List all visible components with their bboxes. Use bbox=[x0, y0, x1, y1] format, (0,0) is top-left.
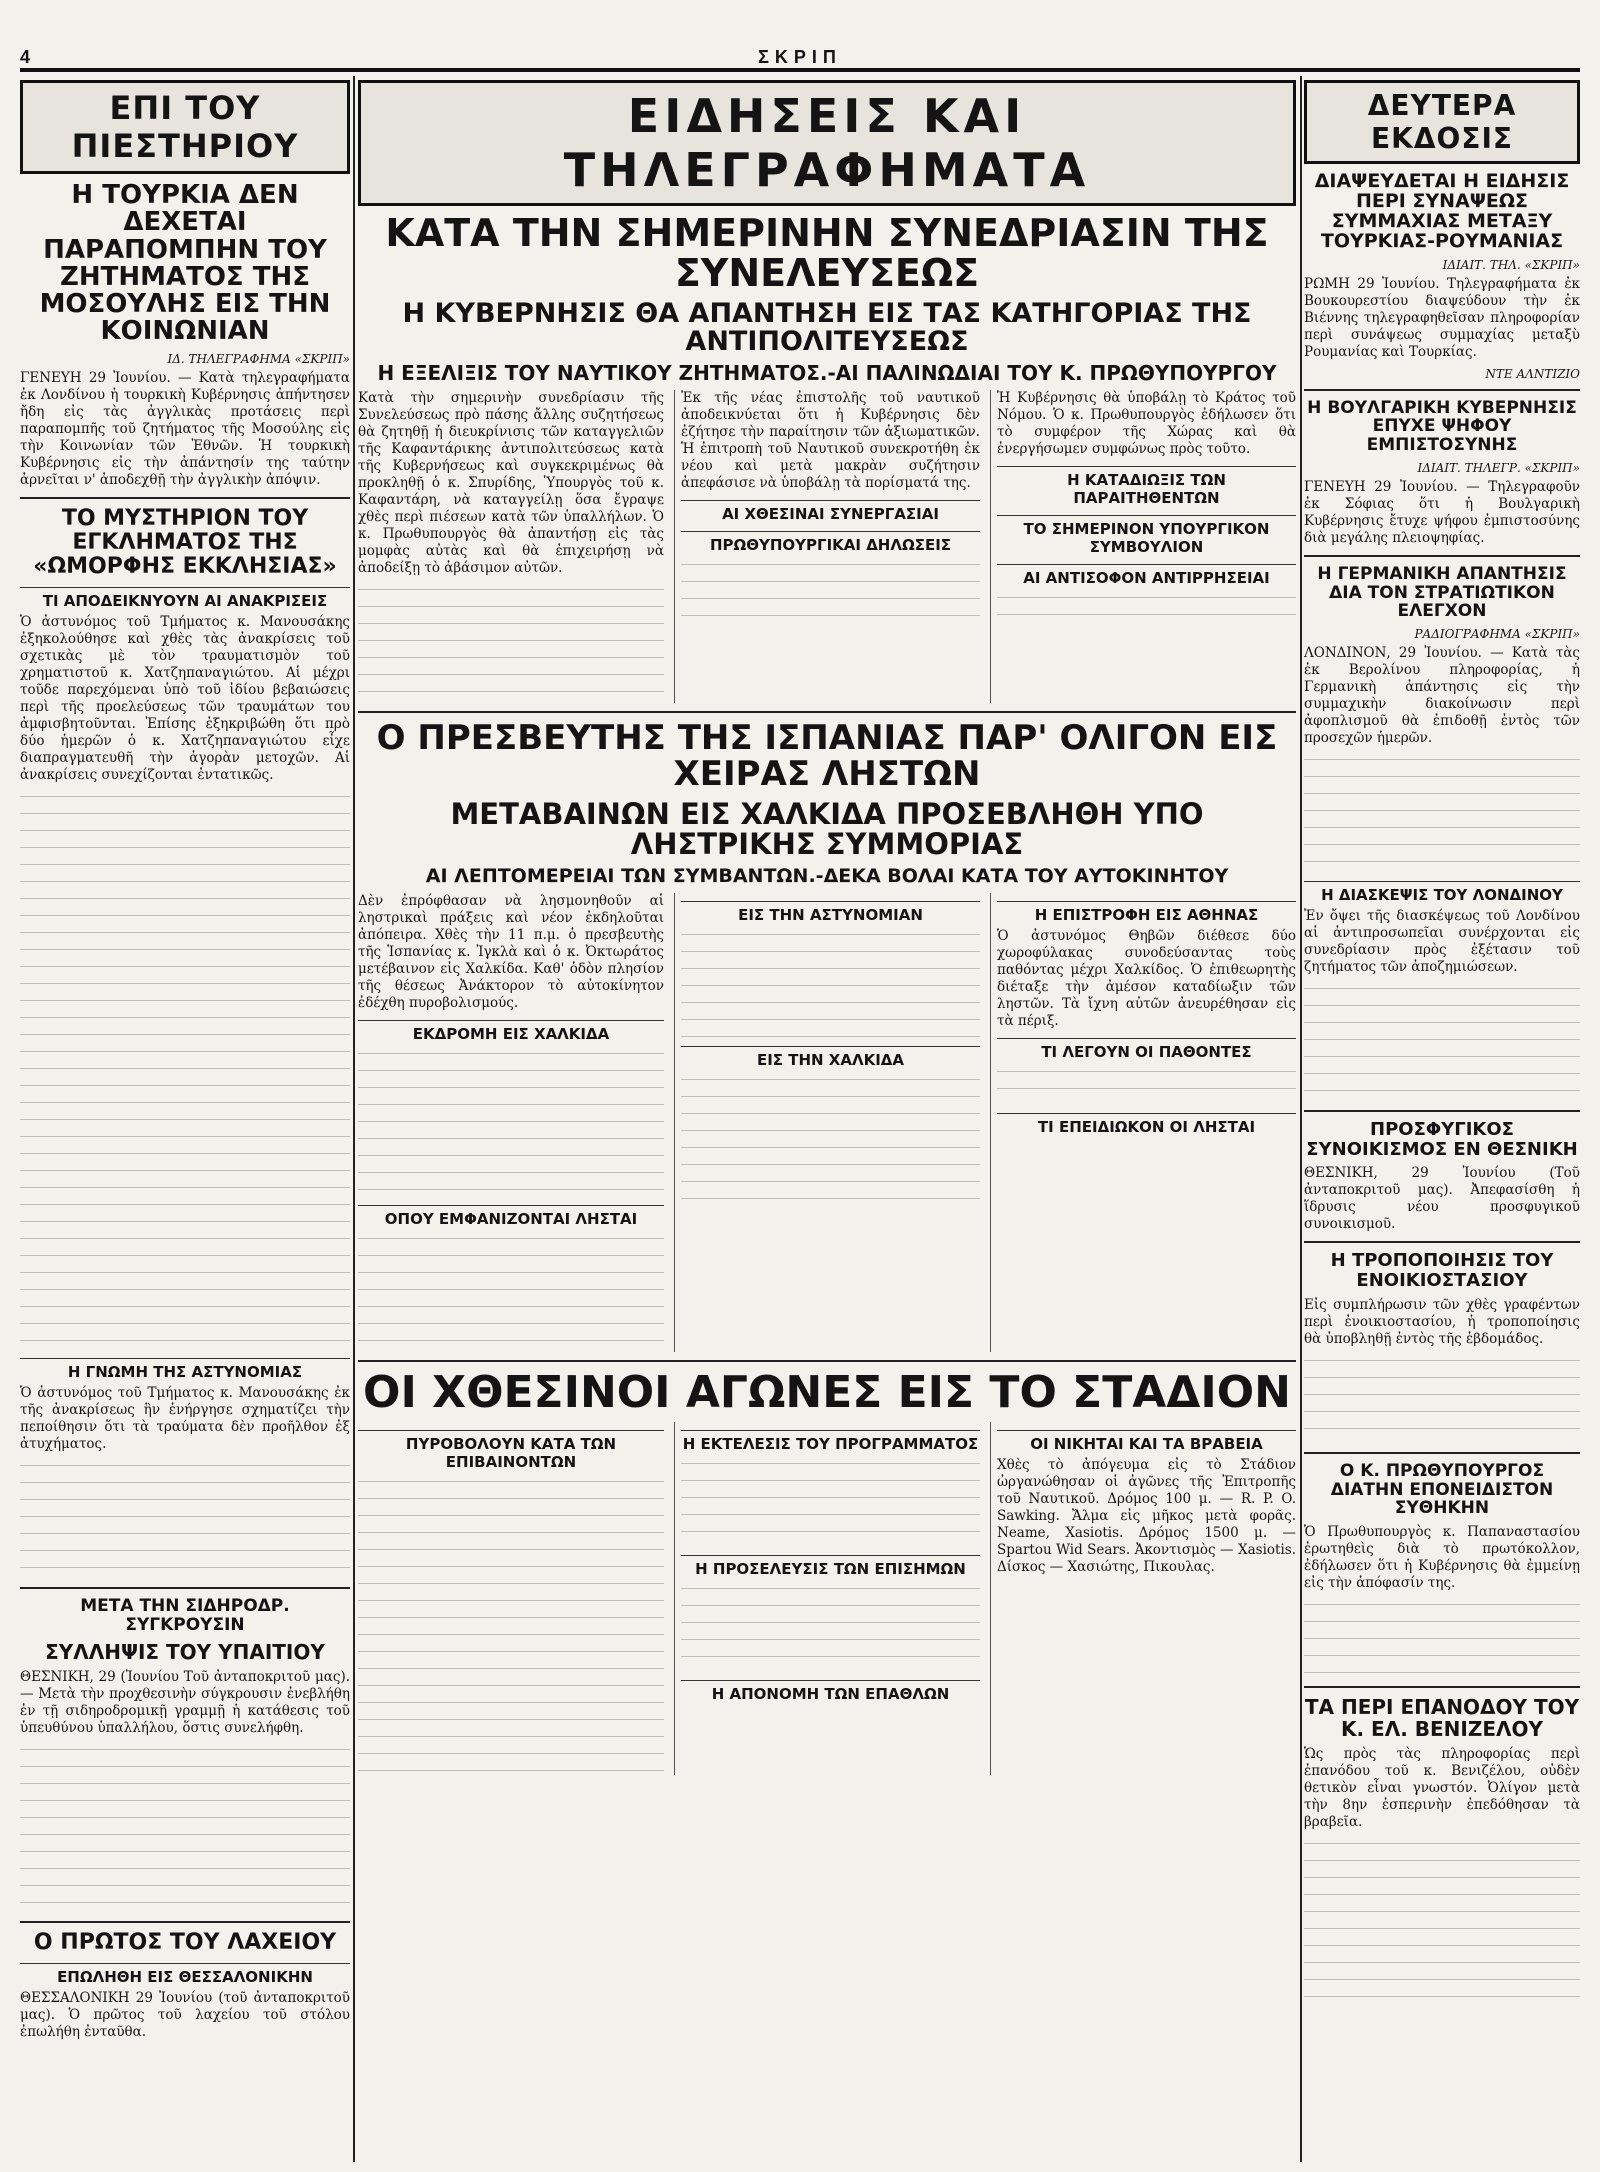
article-text-block bbox=[681, 1582, 980, 1672]
banner-headline: Ο ΠΡΕΣΒΕΥΤΗΣ ΤΗΣ ΙΣΠΑΝΙΑΣ ΠΑΡ' ΟΛΙΓΟΝ ΕΙΣ ΧΕΙΡΑΣ ΛΗΣΤΩΝ bbox=[376, 718, 1278, 795]
article-text: ΘΕΣΣΑΛΟΝΙΚΗ 29 Ἰουνίου (τοῦ ἀνταποκριτοῦ μας). Ὁ πρῶτος τοῦ λαχείου τοῦ στόλου ἐπωλήθη ἐνταῦθα. bbox=[20, 1989, 350, 2040]
left-column bbox=[20, 80, 350, 2162]
article-text: ΛΟΝΔΙΝΟΝ, 29 Ἰουνίου. — Κατὰ τὰς ἐκ Βερολίνου πληροφορίας, ἡ Γερμανικὴ ἀπάντησις εἰς τὴν συμμαχικὴν διακοίνωσιν περὶ ἀφοπλισμοῦ θὰ ἐπιδοθῇ ἐντὸς τῶν προσεχῶν ἡμερῶν. bbox=[1304, 644, 1580, 746]
banner-headline: ΟΙ ΧΘΕΣΙΝΟΙ ΑΓΩΝΕΣ ΕΙΣ ΤΟ ΣΤΑΔΙΟΝ bbox=[363, 1366, 1291, 1418]
article-text: Ὡς πρὸς τὰς πληροφορίας περὶ ἐπανόδου τοῦ κ. Βενιζέλου, οὐδὲν θετικὸν εἶναι γνωστόν. Ὀλίγον μετὰ τὴν 8ην ἑσπερινὴν ἐπεδόθησαν τὰ βραβεῖα. bbox=[1304, 1746, 1580, 1831]
article-text-block bbox=[997, 1065, 1296, 1105]
newspaper-name: ΣΚΡΙΠ bbox=[758, 47, 842, 67]
headline: Η ΒΟΥΛΓΑΡΙΚΗ ΚΥΒΕΡΝΗΣΙΣ ΕΠΥΧΕ ΨΗΦΟΥ ΕΜΠΙΣΤΟΣΥΝΗΣ bbox=[1307, 397, 1577, 456]
center-column bbox=[358, 80, 1296, 2162]
subheadline: ΕΙΣ ΤΗΝ ΑΣΤΥΝΟΜΙΑΝ bbox=[681, 901, 980, 924]
article-text-block bbox=[20, 1743, 350, 1913]
dateline: ΡΑΔΙΟΓΡΑΦΗΜΑ «ΣΚΡΙΠ» bbox=[1414, 626, 1580, 641]
headline: ΤΟ ΜΥΣΤΗΡΙΟΝ ΤΟΥ ΕΓΚΛΗΜΑΤΟΣ ΤΗΣ «ΩΜΟΡΦΗΣ ΕΚΚΛΗΣΙΑΣ» bbox=[33, 505, 337, 580]
headline: Η ΚΥΒΕΡΝΗΣΙΣ ΘΑ ΑΠΑΝΤΗΣΗ ΕΙΣ ΤΑΣ ΚΑΤΗΓΟΡΙΑΣ ΤΗΣ ΑΝΤΙΠΟΛΙΤΕΥΣΕΩΣ bbox=[402, 297, 1252, 358]
article-text: Ὁ ἀστυνόμος τοῦ Τμήματος κ. Μανουσάκης ἐξηκολούθησε καὶ χθὲς τὰς ἀνακρίσεις τοῦ σχετικὰς μὲ τὸν τραυματισμὸν τοῦ χρηματιστοῦ κ. Χατζηπαναγιώτου. Αἱ μέχρι τοῦδε παρεχόμεναι ὑπὸ τοῦ ἰδίου βεβαιώσεις περὶ τῆς προελεύσεως τῶν τραυμάτων του ἀμφισβητοῦνται. Ἐπίσης ἐξηκριβώθη ὅτι πρὸ δύο ἡμερῶν ὁ κ. Χατζηπαναγιώτου εἶχε διαπραγματευθῆ τὴν ἀγορὰν μετοχῶν. Αἱ ἀνακρίσεις συνεχίζονται ἐντατικῶς. bbox=[20, 614, 350, 784]
right-column bbox=[1304, 80, 1580, 2162]
subheadline: ΣΥΛΛΗΨΙΣ ΤΟΥ ΥΠΑΙΤΙΟΥ bbox=[45, 1639, 325, 1664]
banner-headline: ΜΕΤΑΒΑΙΝΩΝ ΕΙΣ ΧΑΛΚΙΔΑ ΠΡΟΣΕΒΛΗΘΗ ΥΠΟ ΛΗΣΤΡΙΚΗΣ ΣΥΜΜΟΡΙΑΣ bbox=[450, 796, 1204, 862]
subheadline: ΠΥΡΟΒΟΛΟΥΝ ΚΑΤΑ ΤΩΝ ΕΠΙΒΑΙΝΟΝΤΩΝ bbox=[358, 1430, 664, 1471]
article-columns bbox=[358, 893, 1296, 1352]
subheadline: ΤΙ ΛΕΓΟΥΝ ΟΙ ΠΑΘΟΝΤΕΣ bbox=[997, 1038, 1296, 1061]
article-text: Ἡ Κυβέρνησις θὰ ὑποβάλῃ τὸ Κράτος τοῦ Νόμου. Ὁ κ. Πρωθυπουργὸς ἐδήλωσεν ὅτι τὸ συμφέρον τῆς Χώρας καὶ θὰ ἐνεργήσωμεν συμφώνως πρὸς τοῦτο. bbox=[997, 390, 1296, 458]
article-text-block bbox=[1304, 1354, 1580, 1444]
article-text-block bbox=[681, 928, 980, 1038]
headline: Η ΤΟΥΡΚΙΑ ΔΕΝ ΔΕΧΕΤΑΙ ΠΑΡΑΠΟΜΠΗΝ ΤΟΥ ΖΗΤΗΜΑΤΟΣ ΤΗΣ ΜΟΣΟΥΛΗΣ ΕΙΣ ΤΗΝ ΚΟΙΝΩΝΙΑΝ bbox=[39, 180, 331, 347]
article-text: Δὲν ἐπρόφθασαν νὰ λησμονηθοῦν αἱ ληστρικαὶ πράξεις καὶ νέον ἐκδηλοῦται ἀπόπειρα. Χθὲς τὴν 11 π.μ. ὁ πρεσβευτὴς τῆς Ἱσπανίας κ. Ἰγκλὰ καὶ ὁ κ. Ὀκτωράτος μετέβαινον εἰς Χαλκίδα. Καθ' ὁδὸν πλησίον τῆς θέσεως Ἀνάκτορον τὸ αὐτοκίνητον ἐδέχθη πυροβολισμούς. bbox=[358, 892, 664, 1011]
section-title: ΔΕΥΤΕΡΑ ΕΚΔΟΣΙΣ bbox=[1304, 80, 1580, 164]
article-text: ΡΩΜΗ 29 Ἰουνίου. Τηλεγραφήματα ἐκ Βουκουρεστίου διαψεύδουν τὴν ἐκ Βιέννης τηλεγραφηθεῖσαν πληροφορίαν περὶ συνάψεως συμμαχίας μεταξὺ Ρουμανίας καὶ Τουρκίας. bbox=[1304, 275, 1580, 360]
article-text-block bbox=[1304, 1837, 1580, 1997]
subheadline: Η ΑΠΟΝΟΜΗ ΤΩΝ ΕΠΑΘΛΩΝ bbox=[681, 1680, 980, 1703]
article-text: Ὁ Πρωθυπουργὸς κ. Παπαναστασίου ἐρωτηθεὶς διὰ τὸ πρωτόκολλον, ἐδήλωσεν ὅτι ἡ Κυβέρνησις θὰ ἐμμείνῃ εἰς τὴν ἀπόφασίν της. bbox=[1304, 1524, 1580, 1592]
section-title: ΕΙΔΗΣΕΙΣ ΚΑΙ ΤΗΛΕΓΡΑΦΗΜΑΤΑ bbox=[358, 80, 1296, 206]
headline: Ο Κ. ΠΡΩΘΥΠΟΥΡΓΟΣ ΔΙΑΤΗΝ ΕΠΟΝΕΙΔΙΣΤΟΝ ΣΥΘΗΚΗΝ bbox=[1330, 1461, 1554, 1519]
subheadline: Η ΓΝΩΜΗ ΤΗΣ ΑΣΤΥΝΟΜΙΑΣ bbox=[20, 1358, 350, 1381]
article-text-block bbox=[358, 1475, 664, 1775]
masthead bbox=[20, 46, 1580, 72]
headline: ΚΑΤΑ ΤΗΝ ΣΗΜΕΡΙΝΗΝ ΣΥΝΕΔΡΙΑΣΙΝ ΤΗΣ ΣΥΝΕΛΕΥΣΕΩΣ bbox=[385, 211, 1269, 295]
subheadline: ΤΙ ΕΠΕΙΔΙΩΚΟΝ ΟΙ ΛΗΣΤΑΙ bbox=[997, 1113, 1296, 1136]
headline: ΤΑ ΠΕΡΙ ΕΠΑΝΟΔΟΥ ΤΟΥ Κ. ΕΛ. ΒΕΝΙΖΕΛΟΥ bbox=[1304, 1695, 1580, 1742]
dateline: ΙΔΙΑΙΤ. ΤΗΛΕΓΡ. «ΣΚΡΙΠ» bbox=[1417, 460, 1580, 475]
headline: ΠΡΟΣΦΥΓΙΚΟΣ ΣΥΝΟΙΚΙΣΜΟΣ ΕΝ ΘΕΣΝΙΚΗ bbox=[1306, 1118, 1578, 1160]
headline: Η ΓΕΡΜΑΝΙΚΗ ΑΠΑΝΤΗΣΙΣ ΔΙΑ ΤΟΝ ΣΤΡΑΤΙΩΤΙΚΟΝ ΕΛΕΓΧΟΝ bbox=[1317, 563, 1567, 622]
article-columns bbox=[358, 390, 1296, 703]
divider bbox=[358, 1360, 1296, 1362]
section-title: ΕΠΙ ΤΟΥ ΠΙΕΣΤΗΡΙΟΥ bbox=[20, 80, 350, 174]
article-columns bbox=[358, 1422, 1296, 1775]
article-text-block bbox=[358, 1047, 664, 1197]
article-text: Εἰς συμπλήρωσιν τῶν χθὲς γραφέντων περὶ ἐνοικιοστασίου, ἡ τροποποίησις θὰ ὑποβληθῇ ἐντὸς τῆς ἑβδομάδος. bbox=[1304, 1297, 1580, 1348]
subheadline: ΤΙ ΑΠΟΔΕΙΚΝΥΟΥΝ ΑΙ ΑΝΑΚΡΙΣΕΙΣ bbox=[20, 587, 350, 610]
subheadline: ΕΚΔΡΟΜΗ ΕΙΣ ΧΑΛΚΙΔΑ bbox=[358, 1020, 664, 1043]
subheadline: Η ΕΚΤΕΛΕΣΙΣ ΤΟΥ ΠΡΟΓΡΑΜΜΑΤΟΣ bbox=[681, 1430, 980, 1453]
subheadline: Η ΚΑΤΑΔΙΩΞΙΣ ΤΩΝ ΠΑΡΑΙΤΗΘΕΝΤΩΝ bbox=[997, 466, 1296, 507]
subheadline: ΟΠΟΥ ΕΜΦΑΝΙΖΟΝΤΑΙ ΛΗΣΤΑΙ bbox=[358, 1205, 664, 1228]
article-text-block bbox=[1304, 982, 1580, 1102]
headline: Η ΤΡΟΠΟΠΟΙΗΣΙΣ ΤΟΥ ΕΝΟΙΚΙΟΣΤΑΣΙΟΥ bbox=[1330, 1250, 1554, 1292]
subheadline: Η ΕΞΕΛΙΞΙΣ ΤΟΥ ΝΑΥΤΙΚΟΥ ΖΗΤΗΜΑΤΟΣ.-ΑΙ ΠΑΛΙΝΩΔΙΑΙ ΤΟΥ Κ. ΠΡΩΘΥΠΟΥΡΓΟΥ bbox=[377, 361, 1277, 386]
subheadline: ΠΡΩΘΥΠΟΥΡΓΙΚΑΙ ΔΗΛΩΣΕΙΣ bbox=[681, 531, 980, 554]
subheadline: ΕΙΣ ΤΗΝ ΧΑΛΚΙΔΑ bbox=[681, 1046, 980, 1069]
dateline: ΙΔΙΑΙΤ. ΤΗΛ. «ΣΚΡΙΠ» bbox=[1442, 257, 1580, 272]
divider bbox=[1304, 555, 1580, 557]
divider bbox=[1304, 1241, 1580, 1243]
article-text-block bbox=[20, 1459, 350, 1579]
article-text: Κατὰ τὴν σημερινὴν συνεδρίασιν τῆς Συνελεύσεως πρὸ πάσης ἄλλης συζητήσεως θὰ ζητηθῇ ἡ διευκρίνισις τῶν καταγγελιῶν τῆς Καφαντάρικης ἀντιπολιτεύσεως κατὰ τῆς Κυβερνήσεως καὶ συγκεκριμένως θὰ προκληθῇ ὁ κ. Σπυρίδης, Ὑπουργὸς τοῦ κ. Καφαντάρη, νὰ καταγγείλῃ ὅσα ἔγραψε χθὲς περὶ πιέσεων κατὰ τῶν ὑπαλλήλων. Ὁ κ. Πρωθυπουργὸς θὰ ἀπαντήσῃ εἰς τὰς μομφὰς αὐτὰς καὶ θὰ ἐπιχειρήσῃ νὰ ἀποδείξῃ τὸ ἀβάσιμον αὐτῶν. bbox=[358, 390, 664, 577]
subheadline: Η ΠΡΟΣΕΛΕΥΣΙΣ ΤΩΝ ΕΠΙΣΗΜΩΝ bbox=[681, 1555, 980, 1578]
divider bbox=[20, 1587, 350, 1589]
article-text-block bbox=[681, 1457, 980, 1547]
article-text: ΘΕΣΝΙΚΗ, 29 (Ἰουνίου Τοῦ ἀνταποκριτοῦ μας). — Μετὰ τὴν προχθεσινὴν σύγκρουσιν ἐνεβλήθη ἐν τῇ σιδηροδρομικῇ γραμμῇ ἡ κατάθεσις τοῦ ὑπευθύνου ὑπαλλήλου, ὅστις συνελήφθη. bbox=[20, 1668, 350, 1736]
article-text: ΘΕΣΝΙΚΗ, 29 Ἰουνίου (Τοῦ ἀνταποκριτοῦ μας). Ἀπεφασίσθη ἡ ἵδρυσις νέου προσφυγικοῦ συνοικισμοῦ. bbox=[1304, 1165, 1580, 1233]
subheadline: Η ΔΙΑΣΚΕΨΙΣ ΤΟΥ ΛΟΝΔΙΝΟΥ bbox=[1304, 881, 1580, 904]
article-text: Ὁ ἀστυνόμος τοῦ Τμήματος κ. Μανουσάκης ἐκ τῆς ἀνακρίσεως ἣν ἐνήργησε σχηματίζει τὴν πεποίθησιν ὅτι τὰ τραύματα δὲν προῆλθον ἐξ ἀτυχήματος. bbox=[20, 1385, 350, 1453]
subheadline: Η ΕΠΙΣΤΡΟΦΗ ΕΙΣ ΑΘΗΝΑΣ bbox=[997, 901, 1296, 924]
subheadline: ΟΙ ΝΙΚΗΤΑΙ ΚΑΙ ΤΑ ΒΡΑΒΕΙΑ bbox=[997, 1430, 1296, 1453]
subheadline: ΑΙ ΑΝΤΙΣΟΦΟΝ ΑΝΤΙΡΡΗΣΕΙΑΙ bbox=[997, 564, 1296, 587]
article-text: Ὁ ἀστυνόμος Θηβῶν διέθεσε δύο χωροφύλακας συνοδεύσαντας τοὺς παθόντας μέχρι Χαλκίδος. Ὁ ἐπιθεωρητὴς διέταξε τὴν ἀμέσον καταδίωξιν τῶν ληστῶν. Τὰ ἴχνη αὐτῶν ἀνευρέθησαν εἰς τὰ πέριξ. bbox=[997, 927, 1296, 1029]
article-text-block bbox=[358, 1232, 664, 1352]
article-text: Χθὲς τὸ ἀπόγευμα εἰς τὸ Στάδιον ὠργανώθησαν οἱ ἀγῶνες τῆς Ἐπιτροπῆς τοῦ Ναυτικοῦ. Δρόμος 100 μ. — R. P. O. Sawking. Ἄλμα εἰς μῆκος μετὰ φορᾶς. Neame, Xasiotis. Δρόμος 1500 μ. — Spartou Wid Sears. Ἀκοντισμὸς — Xasiotis. Δίσκος — Χασιώτης, Πικουλας. bbox=[997, 1456, 1296, 1575]
article-text: Ἐκ τῆς νέας ἐπιστολῆς τοῦ ναυτικοῦ ἀποδεικνύεται ὅτι ἡ Κυβέρνησις δὲν ἐζήτησε τὴν παραίτησιν τῶν ἀξιωματικῶν. Ἡ ἐπιτροπὴ τοῦ Ναυτικοῦ συνεκροτήθη ἐκ νέου καὶ μετὰ μακρὰν συζήτησιν ἀπεφάσισε νὰ ὑποβάλῃ τὰ πορίσματά της. bbox=[681, 390, 980, 492]
divider bbox=[1304, 1452, 1580, 1454]
divider bbox=[20, 497, 350, 499]
subheadline: ΑΙ ΧΘΕΣΙΝΑΙ ΣΥΝΕΡΓΑΣΙΑΙ bbox=[681, 500, 980, 523]
headline: ΜΕΤΑ ΤΗΝ ΣΙΔΗΡΟΔΡ. ΣΥΓΚΡΟΥΣΙΝ bbox=[80, 1596, 290, 1636]
column-rule bbox=[1300, 76, 1302, 2162]
divider bbox=[1304, 1686, 1580, 1688]
article-text-block bbox=[681, 558, 980, 628]
article-text-block bbox=[681, 1073, 980, 1203]
column-rule bbox=[353, 76, 355, 2162]
dateline: ΙΔ. ΤΗΛΕΓΡΑΦΗΜΑ «ΣΚΡΙΠ» bbox=[167, 351, 350, 366]
headline: Ο ΠΡΩΤΟΣ ΤΟΥ ΛΑΧΕΙΟΥ bbox=[33, 1929, 337, 1955]
subheadline: ΤΟ ΣΗΜΕΡΙΝΟΝ ΥΠΟΥΡΓΙΚΟΝ ΣΥΜΒΟΥΛΙΟΝ bbox=[997, 515, 1296, 556]
banner-subheadline: ΑΙ ΛΕΠΤΟΜΕΡΕΙΑΙ ΤΩΝ ΣΥΜΒΑΝΤΩΝ.-ΔΕΚΑ ΒΟΛΑΙ ΚΑΤΑ ΤΟΥ ΑΥΤΟΚΙΝΗΤΟΥ bbox=[425, 864, 1229, 887]
article-text: ΓΕΝΕΥΗ 29 Ἰουνίου. — Τηλεγραφοῦν ἐκ Σόφιας ὅτι ἡ Βουλγαρικὴ Κυβέρνησις ἔτυχε ψήφου ἐμπιστοσύνης διὰ μεγάλης πλειοψηφίας. bbox=[1304, 478, 1580, 546]
divider bbox=[1304, 1110, 1580, 1112]
subheadline: ΕΠΩΛΗΘΗ ΕΙΣ ΘΕΣΣΑΛΟΝΙΚΗΝ bbox=[20, 1963, 350, 1986]
divider bbox=[358, 711, 1296, 713]
article-text: ΓΕΝΕΥΗ 29 Ἰουνίου. — Κατὰ τηλεγραφήματα ἐκ Λονδίνου ἡ τουρκικὴ Κυβέρνησις ἀπήντησεν ἤδη εἰς τὰς ἀγγλικὰς προτάσεις περὶ παραπομπῆς τοῦ ζητήματος τῆς Μοσούλης εἰς τὴν Κοινωνίαν τῶν Ἐθνῶν. Ἡ τουρκικὴ Κυβέρνησις εἰς τὴν ἀπάντησίν της ταύτην ἀρνεῖται ν' ἀποδεχθῇ τὴν ἀγγλικὴν ἀπόψιν. bbox=[20, 369, 350, 488]
article-text-block bbox=[20, 790, 350, 1350]
article-text-block bbox=[1304, 1598, 1580, 1678]
page-number: 4 bbox=[20, 47, 31, 67]
divider bbox=[1304, 389, 1580, 391]
article-text-block bbox=[1304, 753, 1580, 873]
article-text-block bbox=[358, 583, 664, 703]
article-text-block bbox=[997, 591, 1296, 621]
headline: ΔΙΑΨΕΥΔΕΤΑΙ Η ΕΙΔΗΣΙΣ ΠΕΡΙ ΣΥΝΑΨΕΩΣ ΣΥΜΜΑΧΙΑΣ ΜΕΤΑΞΥ ΤΟΥΡΚΙΑΣ-ΡΟΥΜΑΝΙΑΣ bbox=[1314, 170, 1570, 252]
signature: ΝΤΕ ΑΛΝΤΙΖΙΟ bbox=[1485, 366, 1580, 381]
article-text: Ἐν ὄψει τῆς διασκέψεως τοῦ Λονδίνου αἱ ἀντιπροσωπεῖαι συνέρχονται εἰς συνεδρίασιν πρὸς ἐξέτασιν τοῦ ζητήματος τῶν ἀποζημιώσεων. bbox=[1304, 907, 1580, 975]
divider bbox=[20, 1921, 350, 1923]
